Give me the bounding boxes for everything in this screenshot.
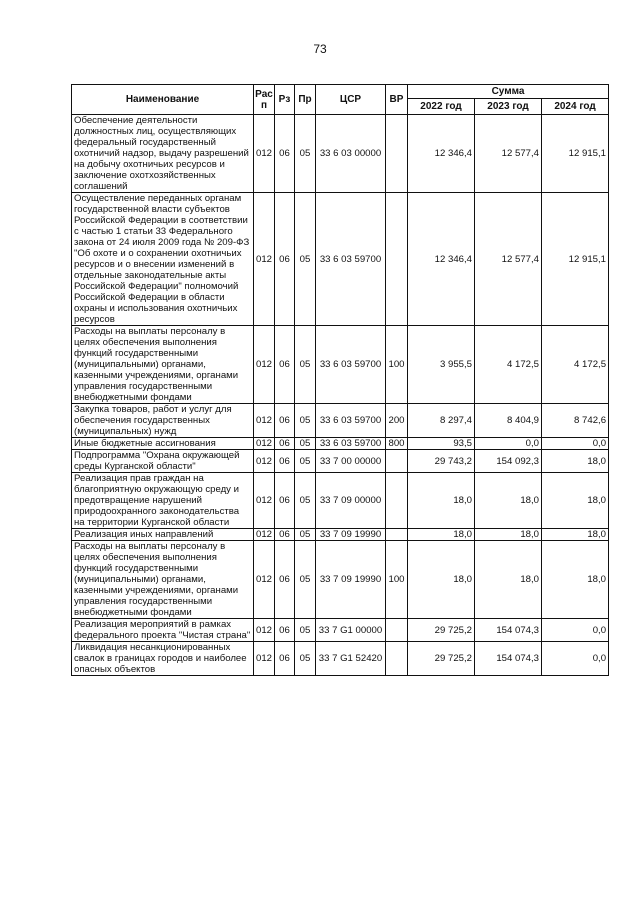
- header-name: Наименование: [72, 85, 254, 115]
- cell-rz: 06: [275, 473, 295, 529]
- page-number: 73: [313, 42, 327, 56]
- cell-y2024: 12 915,1: [542, 193, 609, 326]
- header-csr: ЦСР: [316, 85, 386, 115]
- cell-rz: 06: [275, 326, 295, 404]
- cell-vr: 100: [386, 541, 408, 619]
- cell-ras: 012: [254, 115, 275, 193]
- cell-ras: 012: [254, 541, 275, 619]
- cell-y2024: 8 742,6: [542, 404, 609, 438]
- cell-rz: 06: [275, 115, 295, 193]
- cell-y2024: 18,0: [542, 473, 609, 529]
- cell-pr: 05: [295, 193, 316, 326]
- cell-name: Подпрограмма "Охрана окружающей среды Курганской области": [72, 450, 254, 473]
- cell-ras: 012: [254, 438, 275, 450]
- cell-rz: 06: [275, 619, 295, 642]
- cell-vr: [386, 529, 408, 541]
- cell-y2024: 18,0: [542, 541, 609, 619]
- table-row: [72, 642, 609, 676]
- cell-y2022: 12 346,4: [408, 193, 475, 326]
- cell-name: Реализация иных направлений: [72, 529, 254, 541]
- cell-rz: 06: [275, 642, 295, 676]
- cell-rz: 06: [275, 541, 295, 619]
- cell-y2024: 0,0: [542, 438, 609, 450]
- table-row: [72, 438, 609, 450]
- cell-csr: 33 6 03 59700: [316, 404, 386, 438]
- cell-y2022: 3 955,5: [408, 326, 475, 404]
- cell-vr: [386, 619, 408, 642]
- cell-y2022: 18,0: [408, 541, 475, 619]
- cell-vr: [386, 115, 408, 193]
- cell-pr: 05: [295, 115, 316, 193]
- cell-name: Обеспечение деятельности должностных лиц, осуществляющих федеральный государственный охотничий надзор, выдачу разрешений на добычу охотничьих ресурсов и заключение охотхозяйственных соглашений: [72, 115, 254, 193]
- cell-y2023: 18,0: [475, 473, 542, 529]
- cell-y2024: 18,0: [542, 450, 609, 473]
- cell-y2022: 8 297,4: [408, 404, 475, 438]
- header-vr: ВР: [386, 85, 408, 115]
- cell-y2023: 0,0: [475, 438, 542, 450]
- cell-ras: 012: [254, 193, 275, 326]
- cell-csr: 33 7 G1 52420: [316, 642, 386, 676]
- cell-name: Реализация мероприятий в рамках федерального проекта "Чистая страна": [72, 619, 254, 642]
- cell-pr: 05: [295, 619, 316, 642]
- cell-ras: 012: [254, 529, 275, 541]
- cell-csr: 33 6 03 59700: [316, 326, 386, 404]
- budget-table: [71, 84, 609, 676]
- table-row: [72, 450, 609, 473]
- cell-csr: 33 6 03 00000: [316, 115, 386, 193]
- cell-name: Иные бюджетные ассигнования: [72, 438, 254, 450]
- table-row: [72, 193, 609, 326]
- cell-name: Закупка товаров, работ и услуг для обеспечения государственных (муниципальных) нужд: [72, 404, 254, 438]
- cell-pr: 05: [295, 438, 316, 450]
- header-rz: Рз: [275, 85, 295, 115]
- table-row: [72, 115, 609, 193]
- cell-csr: 33 6 03 59700: [316, 193, 386, 326]
- cell-vr: 200: [386, 404, 408, 438]
- cell-rz: 06: [275, 450, 295, 473]
- cell-vr: [386, 450, 408, 473]
- cell-y2023: 154 074,3: [475, 619, 542, 642]
- cell-y2022: 93,5: [408, 438, 475, 450]
- cell-csr: 33 7 09 19990: [316, 529, 386, 541]
- cell-y2024: 4 172,5: [542, 326, 609, 404]
- cell-y2023: 4 172,5: [475, 326, 542, 404]
- cell-name: Ликвидация несанкционированных свалок в границах городов и наиболее опасных объектов: [72, 642, 254, 676]
- table-row: [72, 473, 609, 529]
- cell-y2023: 154 074,3: [475, 642, 542, 676]
- cell-csr: 33 7 09 19990: [316, 541, 386, 619]
- table-row: [72, 326, 609, 404]
- cell-pr: 05: [295, 541, 316, 619]
- cell-pr: 05: [295, 404, 316, 438]
- cell-csr: 33 7 G1 00000: [316, 619, 386, 642]
- header-pr: Пр: [295, 85, 316, 115]
- table-row: [72, 619, 609, 642]
- cell-rz: 06: [275, 529, 295, 541]
- cell-y2023: 18,0: [475, 541, 542, 619]
- cell-ras: 012: [254, 473, 275, 529]
- cell-y2024: 0,0: [542, 642, 609, 676]
- cell-y2022: 18,0: [408, 529, 475, 541]
- cell-csr: 33 7 09 00000: [316, 473, 386, 529]
- header-ras: Рас п: [254, 85, 275, 115]
- cell-vr: [386, 193, 408, 326]
- header-2022: 2022 год: [408, 99, 475, 115]
- cell-y2024: 18,0: [542, 529, 609, 541]
- cell-name: Расходы на выплаты персоналу в целях обеспечения выполнения функций государственными (муниципальными) органами, казенными учреждениями, органами управления государственными внебюджетными фондами: [72, 326, 254, 404]
- cell-rz: 06: [275, 438, 295, 450]
- cell-ras: 012: [254, 450, 275, 473]
- cell-y2023: 18,0: [475, 529, 542, 541]
- cell-y2024: 12 915,1: [542, 115, 609, 193]
- table-row: [72, 404, 609, 438]
- cell-y2023: 12 577,4: [475, 193, 542, 326]
- cell-ras: 012: [254, 326, 275, 404]
- cell-ras: 012: [254, 404, 275, 438]
- cell-y2023: 12 577,4: [475, 115, 542, 193]
- cell-csr: 33 7 00 00000: [316, 450, 386, 473]
- cell-vr: [386, 642, 408, 676]
- cell-name: Осуществление переданных органам государственной власти субъектов Российской Федерации в соответствии с частью 1 статьи 33 Федерального закона от 24 июля 2009 года № 209-ФЗ "Об охоте и о сохранении охотничьих ресурсов и о внесении изменений в отдельные законодательные акты Российской Федерации" полномочий Российской Федерации в области охраны и использования охотничьих ресурсов: [72, 193, 254, 326]
- cell-rz: 06: [275, 193, 295, 326]
- cell-vr: 100: [386, 326, 408, 404]
- cell-ras: 012: [254, 642, 275, 676]
- cell-ras: 012: [254, 619, 275, 642]
- cell-y2023: 154 092,3: [475, 450, 542, 473]
- header-2024: 2024 год: [542, 99, 609, 115]
- header-2023: 2023 год: [475, 99, 542, 115]
- cell-pr: 05: [295, 326, 316, 404]
- cell-name: Реализация прав граждан на благоприятную окружающую среду и предотвращение нарушений природоохранного законодательства на территории Курганской области: [72, 473, 254, 529]
- cell-y2022: 18,0: [408, 473, 475, 529]
- table-row: [72, 541, 609, 619]
- cell-y2022: 29 725,2: [408, 642, 475, 676]
- cell-name: Расходы на выплаты персоналу в целях обеспечения выполнения функций государственными (муниципальными) органами, казенными учреждениями, органами управления государственными внебюджетными фондами: [72, 541, 254, 619]
- cell-y2024: 0,0: [542, 619, 609, 642]
- cell-rz: 06: [275, 404, 295, 438]
- cell-pr: 05: [295, 529, 316, 541]
- cell-vr: [386, 473, 408, 529]
- cell-pr: 05: [295, 450, 316, 473]
- cell-pr: 05: [295, 642, 316, 676]
- cell-csr: 33 6 03 59700: [316, 438, 386, 450]
- cell-y2023: 8 404,9: [475, 404, 542, 438]
- cell-vr: 800: [386, 438, 408, 450]
- cell-pr: 05: [295, 473, 316, 529]
- cell-y2022: 12 346,4: [408, 115, 475, 193]
- table-row: [72, 529, 609, 541]
- cell-y2022: 29 743,2: [408, 450, 475, 473]
- cell-y2022: 29 725,2: [408, 619, 475, 642]
- header-sum: Сумма: [408, 85, 609, 99]
